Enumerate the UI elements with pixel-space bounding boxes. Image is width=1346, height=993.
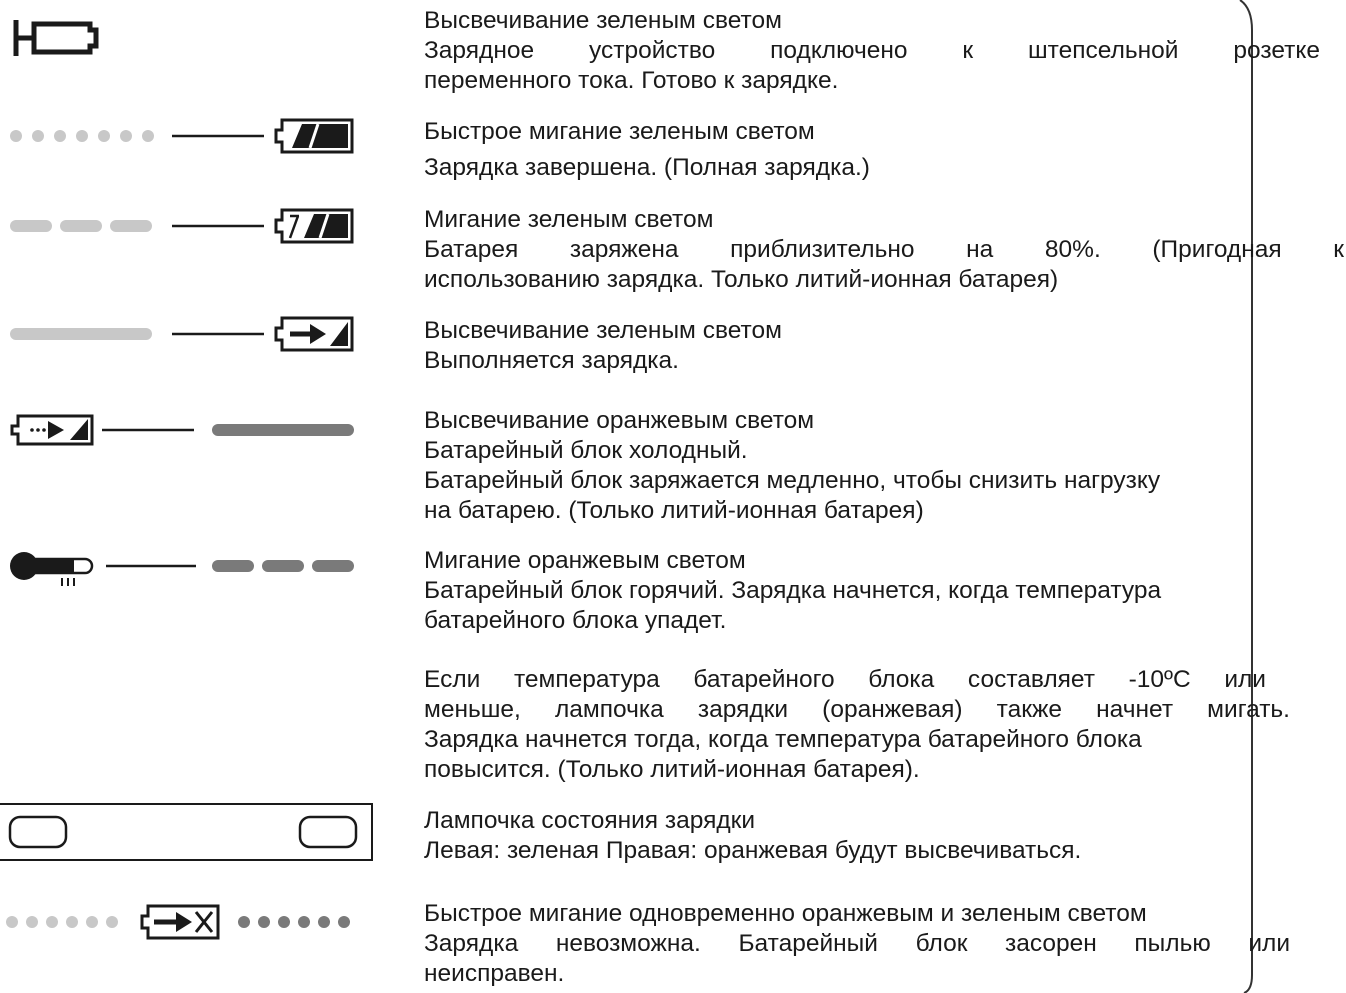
row-line: Батарейный блок горячий. Зарядка начнется, когда температура: [424, 577, 1162, 604]
row-title: Быстрое мигание зеленым светом: [424, 118, 815, 145]
row-line: Зарядка начнется тогда, когда температура батарейного блока: [424, 726, 1142, 753]
battery-charging-icon: [276, 318, 352, 350]
row-low-temperature-note: [424, 665, 1290, 785]
row-line: Если температура батарейного блока составляет -10ºC или: [424, 666, 1266, 693]
row-line: Батарея заряжена приблизительно на 80%. (Пригодная к: [424, 236, 1344, 263]
row-title: Мигание оранжевым светом: [424, 547, 746, 574]
row-charge-80: [424, 205, 1344, 295]
row-line: неисправен.: [424, 960, 565, 987]
row-title: Высвечивание зеленым светом: [424, 317, 782, 344]
rapid-blink-green-indicator: [8, 116, 358, 156]
battery-slow-charge-icon: [12, 416, 92, 444]
row-line: Батарейный блок заряжается медленно, чтобы снизить нагрузку: [424, 467, 1161, 494]
thermometer-hot-icon: [10, 552, 92, 586]
green-lamp: [10, 817, 66, 847]
row-line: Зарядное устройство подключено к штепсельной розетке: [424, 37, 1320, 64]
rapid-blink-both-indicator: [4, 902, 364, 942]
row-line: Выполняется зарядка.: [424, 347, 679, 374]
row-title: Лампочка состояния зарядки: [424, 807, 756, 834]
row-charger-ready: [424, 6, 1320, 96]
row-line: на батарею. (Только литий-ионная батарея): [424, 497, 924, 524]
row-title: Мигание зеленым светом: [424, 206, 714, 233]
row-line: Зарядка невозможна. Батарейный блок засорен пылью или: [424, 930, 1290, 957]
steady-green-indicator: [8, 314, 358, 354]
row-charging: [424, 316, 1320, 376]
row-line: батарейного блока упадет.: [424, 607, 727, 634]
battery-80-icon: [276, 210, 352, 242]
blink-orange-indicator: [8, 546, 358, 592]
orange-lamp: [300, 817, 356, 847]
charger-plug-icon: [10, 16, 100, 60]
row-title: Высвечивание зеленым светом: [424, 7, 782, 34]
row-status-lamps: [424, 806, 1320, 866]
row-battery-hot: [424, 546, 1320, 636]
row-battery-cold: [424, 406, 1320, 526]
row-title: Быстрое мигание одновременно оранжевым и зеленым светом: [424, 900, 1147, 927]
indicator-lamps-panel: [0, 802, 376, 864]
row-line: Батарейный блок холодный.: [424, 437, 748, 464]
row-charge-complete: [424, 117, 1320, 183]
row-line: меньше, лампочка зарядки (оранжевая) также начнет мигать.: [424, 696, 1290, 723]
row-charge-impossible: [424, 899, 1290, 989]
row-line: Зарядка завершена. (Полная зарядка.): [424, 154, 870, 181]
row-title: Высвечивание оранжевым светом: [424, 407, 815, 434]
row-line: использованию зарядка. Только литий-ионная батарея): [424, 266, 1059, 293]
row-line: повысится. (Только литий-ионная батарея).: [424, 756, 920, 783]
steady-orange-indicator: [8, 410, 358, 450]
battery-full-icon: [276, 120, 352, 152]
row-line: Левая: зеленая Правая: оранжевая будут высвечиваться.: [424, 837, 1082, 864]
blink-green-indicator: [8, 206, 358, 246]
row-line: переменного тока. Готово к зарядке.: [424, 67, 839, 94]
battery-error-icon: [142, 906, 218, 938]
